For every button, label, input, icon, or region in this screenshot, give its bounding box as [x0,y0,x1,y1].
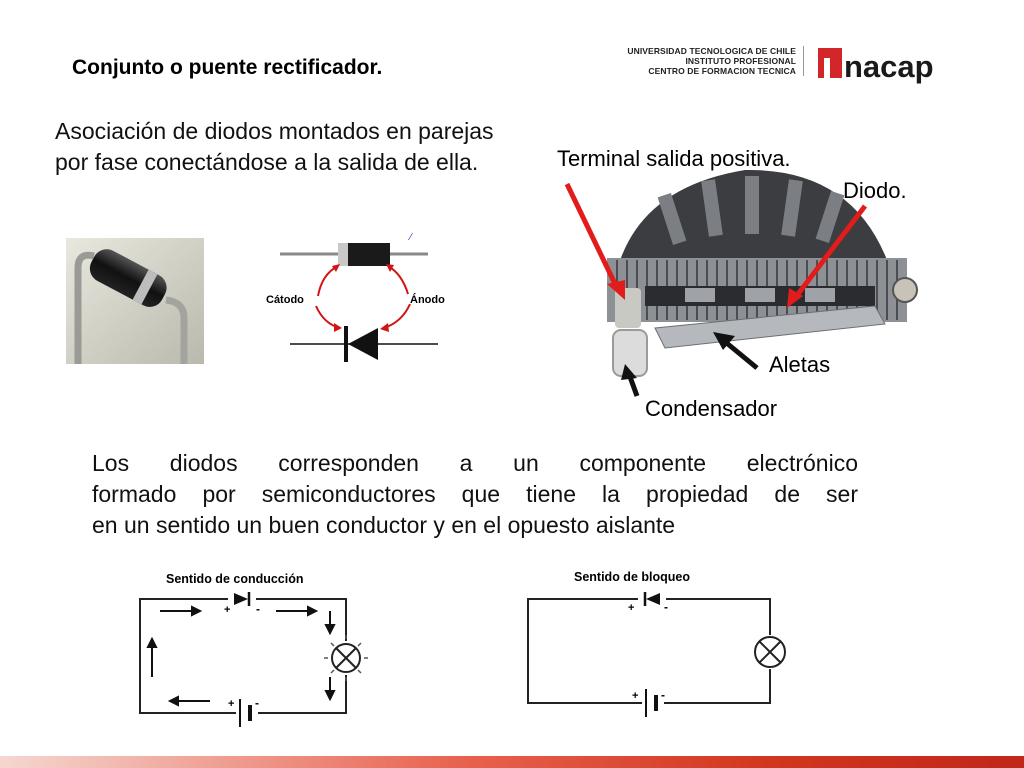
conduction-battery-minus: - [255,696,259,710]
diode-schematic [260,222,460,370]
description-line-2: formado por semiconductores que tiene la propiedad de ser [92,481,858,507]
conduction-diode-plus: + [224,604,231,616]
capacitor-label: Condensador [645,396,778,421]
blocking-battery-minus: - [661,688,665,702]
blocking-title: Sentido de bloqueo [574,570,690,584]
diode-photo-drawing [66,238,204,364]
blocking-battery-plus: + [632,690,639,702]
header-divider [803,46,804,76]
diode-symbol-triangle [348,328,378,360]
cathode-label: Cátodo [266,294,304,306]
inacap-logo [818,44,968,84]
terminal-label: Terminal salida positiva. [557,146,791,171]
cathode-band [338,243,348,266]
blocking-wire [528,599,770,703]
conduction-circuit [130,565,390,745]
conduction-wire [140,599,346,713]
svg-text:⁄: ⁄ [410,232,412,243]
diode-photo [66,238,204,364]
conduction-diode-minus: - [256,602,260,616]
anode-label: Ánodo [410,294,445,306]
diode-label: Diodo. [843,178,907,203]
blocking-diode-minus: - [664,600,668,614]
institution-line-1: UNIVERSIDAD TECNOLOGICA DE CHILE [627,46,796,56]
current-arrows [148,607,334,705]
logo-text: nacap [844,49,934,84]
footer-bar [0,756,1024,768]
fins-label: Aletas [769,352,831,377]
slide-title: Conjunto o puente rectificador. [72,56,383,79]
capacitor [613,330,647,376]
conduction-title: Sentido de conducción [166,572,304,586]
description-paragraph [92,448,858,541]
institution-line-3: CENTRO DE FORMACION TECNICA [648,66,796,76]
blocking-diode-plus: + [628,602,635,614]
institution-line-2: INSTITUTO PROFESIONAL [685,56,796,66]
blocking-circuit [518,565,798,725]
intro-paragraph: Asociación de diodos montados en parejas por fase conectándose a la salida de ella. [55,118,494,175]
rectifier-bridge-photo [545,128,945,430]
description-line-3: en un sentido un buen conductor y en el opuesto aislante [92,512,676,538]
conduction-battery-plus: + [228,698,235,710]
description-line-1: Los diodos corresponden a un componente electrónico [92,450,858,476]
institution-name [600,46,796,76]
